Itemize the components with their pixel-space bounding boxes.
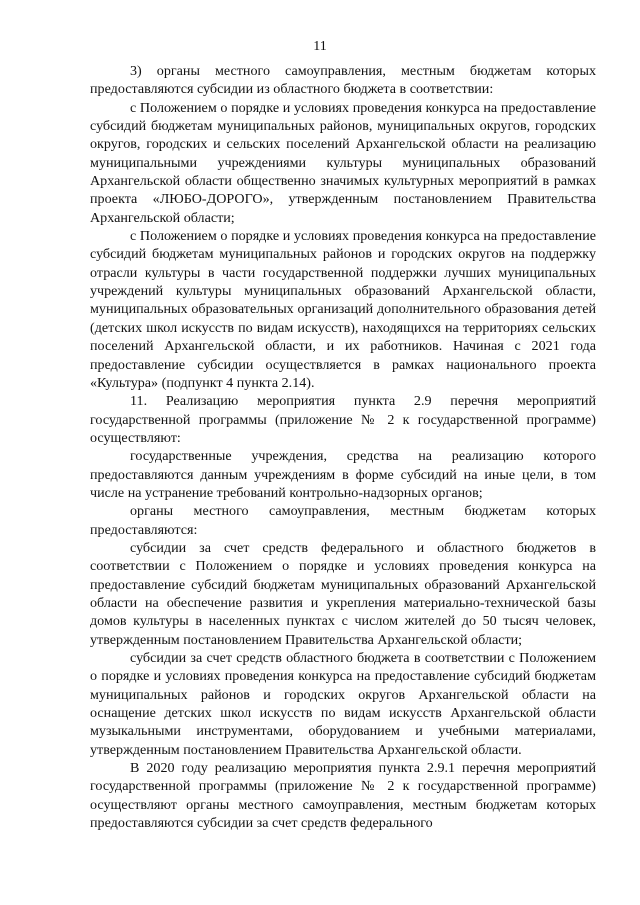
- paragraph-2020-implementation: В 2020 году реализацию мероприятия пункта 2.9.1 перечня мероприятий государственной программы (приложение № 2 к государственной программе) осуществляют органы местного самоуправления, местным бюджетам которых предоставляются субсидии за счет средств федерального: [90, 760, 596, 832]
- paragraph-federal-regional-subsidies: субсидии за счет средств федерального и областного бюджетов в соответствии с Положением о порядке и условиях проведения конкурса на предоставление субсидий бюджетам муниципальных образований Архангельской области на обеспечение развития и укрепления материально-технической базы домов культуры в населенных пунктах с числом жителей до 50 тысяч человек, утвержденным постановлением Правительства Архангельской области;: [90, 539, 596, 648]
- paragraph-item-11: 11. Реализацию мероприятия пункта 2.9 перечня мероприятий государственной программы (приложение № 2 к государственной программе) осуществляют:: [90, 393, 596, 446]
- document-body: [90, 62, 596, 832]
- paragraph-regional-subsidies-art-schools: субсидии за счет средств областного бюджета в соответствии с Положением о порядке и условиях проведения конкурса на предоставление субсидий бюджетам муниципальных районов и городских округов Архангельской области на оснащение детских школ искусств по видам искусств Архангельской области музыкальными инструментами, оборудованием и учебными материалами, утвержденным постановлением Правительства Архангельской области.: [90, 650, 596, 758]
- paragraph-state-institutions: государственные учреждения, средства на реализацию которого предоставляются данным учреждениям в форме субсидий на иные цели, в том числе на устранение требований контрольно-надзорных органов;: [90, 448, 596, 501]
- page-number: 11: [313, 39, 327, 54]
- paragraph-lyubo-dorogo-regulation: с Положением о порядке и условиях проведения конкурса на предоставление субсидий бюджетам муниципальных районов, муниципальных округов, городских округов, городских и сельских поселений Архангельской области на реализацию муниципальными учреждениями культуры муниципальных образований Архангельской области общественно значимых культурных мероприятий в рамках проекта «ЛЮБО-ДОРОГО», утвержденным постановлением Правительства Архангельской области;: [90, 99, 596, 226]
- paragraph-local-authorities-regional-subsidies: 3) органы местного самоуправления, местным бюджетам которых предоставляются субсидии из областного бюджета в соответствии:: [90, 63, 596, 98]
- paragraph-culture-support-regulation: с Положением о порядке и условиях проведения конкурса на предоставление субсидий бюджетам муниципальных районов и городских округов на поддержку отрасли культуры в части государственной поддержки лучших муниципальных учреждений культуры муниципальных образований Архангельской области, муниципальных образовательных организаций дополнительного образования детей (детских школ искусств по видам искусств), находящихся на территориях сельских поселений Архангельской области, и их работников. Начиная с 2021 года предоставление субсидии осуществляется в рамках национального проекта «Культура» (подпункт 4 пункта 2.14).: [90, 228, 596, 391]
- paragraph-local-authorities: органы местного самоуправления, местным бюджетам которых предоставляются:: [90, 503, 596, 538]
